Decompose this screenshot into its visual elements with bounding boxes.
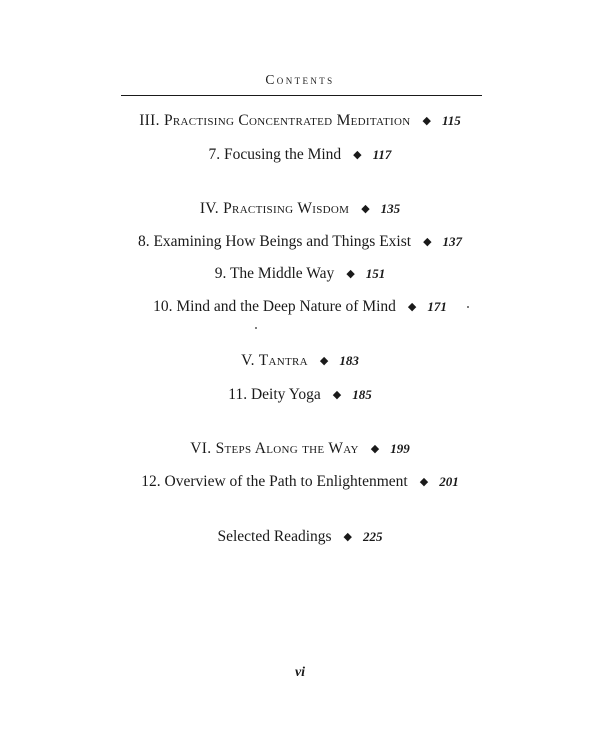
toc-entry-page: 117 (372, 147, 392, 162)
diamond-icon: ◆ (319, 355, 329, 367)
header-rule (121, 95, 482, 96)
diamond-icon: ◆ (407, 301, 417, 313)
scan-speck (255, 327, 257, 329)
toc-entry-page: 183 (339, 353, 359, 368)
diamond-icon: ◆ (353, 149, 362, 161)
toc-entry-title: 10. Mind and the Deep Nature of Mind (153, 298, 396, 315)
diamond-icon: ◆ (370, 443, 380, 455)
toc-entry-title: 9. The Middle Way (214, 265, 335, 282)
toc-entry-title: IV. Practising Wisdom (199, 200, 350, 217)
diamond-icon: ◆ (332, 389, 342, 401)
diamond-icon: ◆ (346, 268, 355, 280)
toc-entry-title: 8. Examining How Beings and Things Exist (137, 233, 412, 250)
toc-chapter-10 (0, 297, 600, 317)
toc-chapter-7 (0, 145, 600, 165)
diamond-icon: ◆ (423, 236, 432, 248)
toc-chapter-11 (0, 385, 600, 405)
scan-speck (467, 306, 469, 308)
toc-entry-page: 171 (427, 299, 447, 314)
toc-entry-page: 201 (439, 474, 459, 489)
diamond-icon: ◆ (422, 115, 431, 127)
page-folio: vi (294, 665, 306, 680)
diamond-icon: ◆ (343, 531, 353, 543)
diamond-icon: ◆ (419, 476, 429, 488)
toc-entry-title: III. Practising Concentrated Meditation (139, 112, 411, 129)
toc-entry-page: 185 (352, 387, 372, 402)
toc-entry-page: 199 (390, 441, 410, 456)
toc-chapter-9 (0, 264, 600, 284)
toc-entry-page: 151 (365, 266, 386, 281)
toc-entry-title: Selected Readings (217, 528, 332, 545)
toc-entry-page: 225 (363, 529, 383, 544)
toc-part-v (0, 351, 600, 371)
toc-entry-page: 137 (442, 234, 463, 249)
toc-part-vi (0, 439, 600, 459)
contents-heading: Contents (265, 72, 335, 87)
toc-part-iii (0, 111, 600, 131)
toc-entry-title: 12. Overview of the Path to Enlightenment (141, 473, 408, 490)
toc-entry-title: 11. Deity Yoga (228, 386, 321, 403)
toc-entry-title: VI. Steps Along the Way (190, 440, 359, 457)
toc-entry-page: 115 (441, 113, 461, 128)
diamond-icon: ◆ (361, 203, 370, 215)
toc-chapter-12 (0, 472, 600, 492)
toc-selected-readings (0, 527, 600, 547)
toc-entry-page: 135 (380, 201, 401, 216)
toc-entry-title: 7. Focusing the Mind (208, 146, 342, 163)
toc-entry-title: V. Tantra (241, 352, 308, 369)
toc-chapter-8 (0, 232, 600, 252)
toc-part-iv (0, 199, 600, 219)
